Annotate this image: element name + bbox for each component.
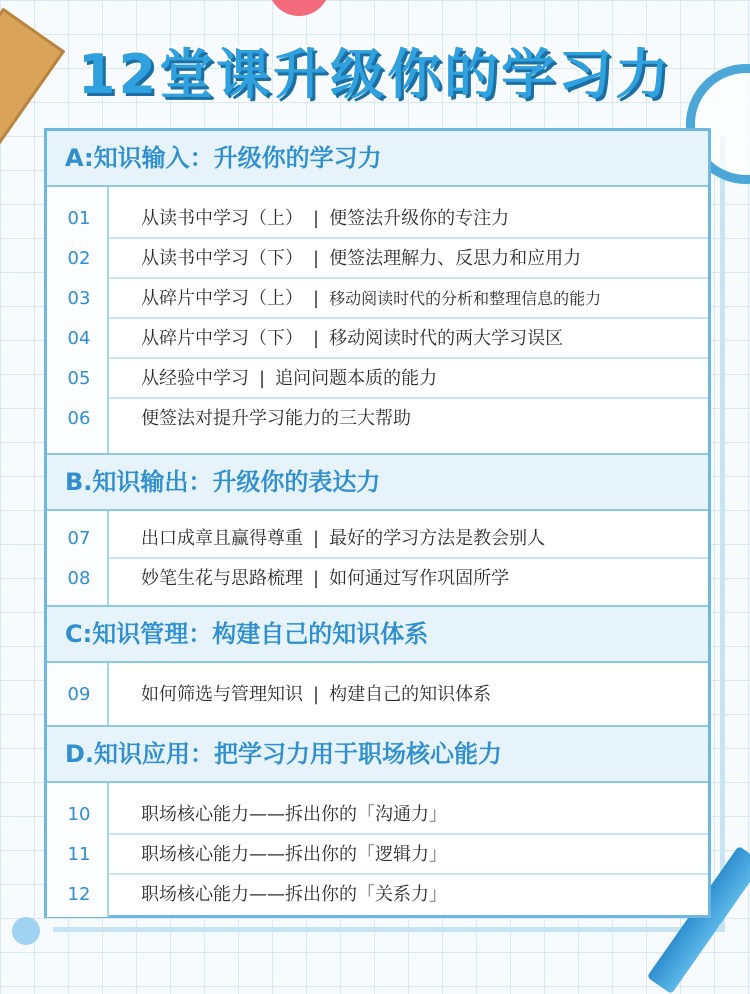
separator: | (313, 288, 320, 309)
lesson-number: 07 (67, 528, 91, 549)
row-list (67, 663, 708, 725)
lesson-detail: 便签法理解力、反思力和应用力 (329, 248, 582, 269)
lesson-number: 05 (67, 368, 91, 389)
lesson-detail: 构建自己的知识体系 (329, 684, 492, 705)
lesson-title: 从读书中学习（上） (141, 208, 303, 229)
section-d (47, 725, 708, 917)
lesson-row (67, 519, 708, 559)
lesson-row (67, 239, 708, 279)
lesson-number: 10 (67, 804, 91, 825)
lesson-row (67, 795, 708, 835)
lesson-title: 从碎片中学习（上） (141, 288, 303, 309)
lesson-title: 从碎片中学习（下） (141, 328, 303, 349)
section-c (47, 605, 708, 725)
lesson-detail: 移动阅读时代的分析和整理信息的能力 (329, 289, 602, 308)
section-body (47, 511, 708, 607)
lesson-title: 出口成章且赢得尊重 (141, 528, 303, 549)
section-heading: D.知识应用：把学习力用于职场核心能力 (47, 725, 708, 783)
lesson-title: 便签法对提升学习能力的三大帮助 (141, 408, 411, 429)
separator: | (313, 684, 320, 705)
lesson-detail: 便签法升级你的专注力 (329, 208, 510, 229)
lesson-row (67, 835, 708, 875)
section-body (47, 783, 708, 917)
lesson-detail: 如何通过写作巩固所学 (329, 568, 510, 589)
section-heading: B.知识输出：升级你的表达力 (47, 453, 708, 511)
lesson-title: 职场核心能力——拆出你的「沟通力」 (141, 804, 447, 825)
lesson-row (67, 559, 708, 599)
separator: | (313, 528, 320, 549)
lesson-row (67, 319, 708, 359)
lesson-detail: 移动阅读时代的两大学习误区 (329, 328, 564, 349)
lesson-detail: 追问问题本质的能力 (275, 368, 438, 389)
lesson-title: 如何筛选与管理知识 (141, 684, 303, 705)
lesson-title: 从经验中学习 (141, 368, 249, 389)
section-body (47, 187, 708, 455)
decor-blue-dot (12, 917, 40, 945)
separator: | (313, 248, 320, 269)
lesson-number: 06 (67, 408, 91, 429)
lesson-row (67, 199, 708, 239)
row-list (67, 783, 708, 917)
lesson-row (67, 875, 708, 915)
lesson-number: 04 (67, 328, 91, 349)
row-list (67, 187, 708, 455)
section-heading: C:知识管理：构建自己的知识体系 (47, 605, 708, 663)
separator: | (259, 368, 266, 389)
lesson-number: 01 (67, 208, 91, 229)
lesson-row (67, 399, 708, 439)
lesson-number: 12 (67, 884, 91, 905)
lesson-number: 09 (67, 684, 91, 705)
lesson-number: 08 (67, 568, 91, 589)
lesson-number: 03 (67, 288, 91, 309)
section-body (47, 663, 708, 725)
lesson-title: 职场核心能力——拆出你的「关系力」 (141, 884, 447, 905)
separator: | (313, 568, 320, 589)
row-list (67, 511, 708, 607)
separator: | (313, 328, 320, 349)
lesson-title: 妙笔生花与思路梳理 (141, 568, 303, 589)
lesson-number: 11 (67, 844, 91, 865)
section-a (47, 131, 708, 455)
section-heading: A:知识输入：升级你的学习力 (47, 131, 708, 187)
lesson-row (67, 675, 708, 715)
section-b (47, 453, 708, 607)
course-card (44, 128, 711, 918)
lesson-title: 职场核心能力——拆出你的「逻辑力」 (141, 844, 447, 865)
lesson-row (67, 359, 708, 399)
decor-pink-circle (268, 0, 330, 16)
page-title: 12堂课升级你的学习力 (77, 43, 673, 106)
separator: | (313, 208, 320, 229)
lesson-title: 从读书中学习（下） (141, 248, 303, 269)
lesson-number: 02 (67, 248, 91, 269)
lesson-detail: 最好的学习方法是教会别人 (329, 528, 546, 549)
lesson-row (67, 279, 708, 319)
